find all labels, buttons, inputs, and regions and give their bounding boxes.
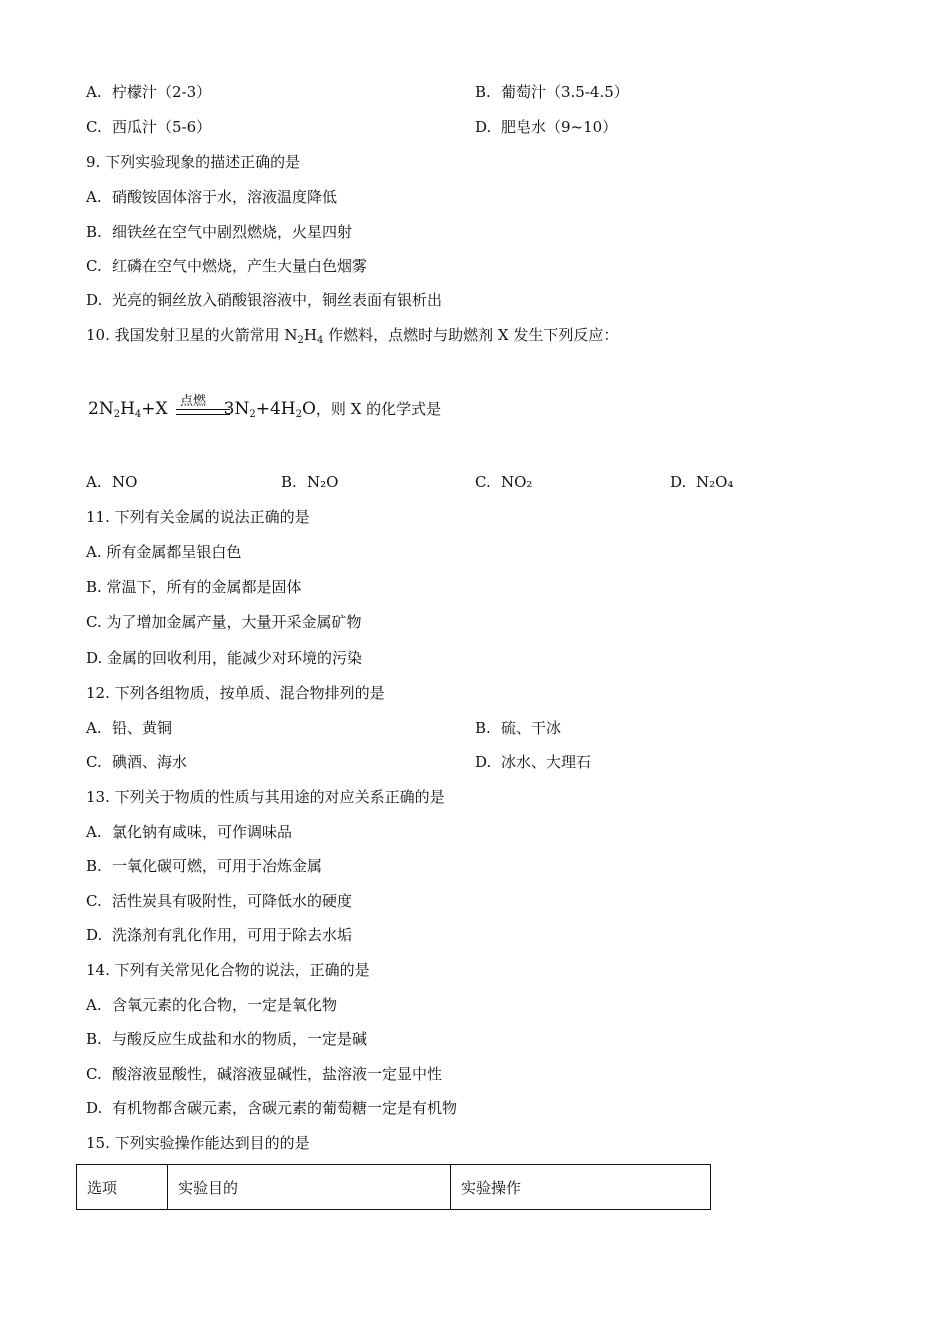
equation-products: $3N_2+4H_2O$ [223, 399, 316, 420]
table-header-row [77, 1165, 711, 1210]
q10-stem [86, 325, 618, 351]
q14-option-c [86, 1064, 442, 1084]
q10-stem-pre: 10. 我国发射卫星的火箭常用 N [86, 326, 298, 344]
option-label: B. [86, 223, 102, 241]
option-label: D. [86, 1099, 103, 1117]
q10-option-d [670, 472, 733, 492]
option-text: 柠檬汁（2-3） [112, 83, 212, 101]
option-label: C. [86, 892, 102, 910]
table-header-cell: 实验目的 [168, 1165, 451, 1210]
option-label: A. [86, 473, 102, 491]
q10-option-b [281, 472, 338, 492]
q14-stem: 14. 下列有关常见化合物的说法，正确的是 [86, 961, 370, 979]
q8-option-a [86, 82, 211, 102]
option-label: D. [670, 473, 687, 491]
option-text: 活性炭具有吸附性，可降低水的硬度 [112, 892, 353, 910]
option-label: B. [86, 1030, 102, 1048]
option-text: 硝酸铵固体溶于水，溶液温度降低 [112, 188, 338, 206]
option-label: D. [475, 118, 492, 136]
chemical-equation [88, 394, 442, 438]
option-text: 洗涤剂有乳化作用，可用于除去水垢 [112, 926, 353, 944]
option-label: B. [281, 473, 297, 491]
option-text: 氯化钠有咸味，可作调味品 [112, 823, 293, 841]
option-label: A. [86, 719, 102, 737]
option-text: 酸溶液显酸性，碱溶液显碱性，盐溶液一定显中性 [112, 1065, 443, 1083]
option-text: 葡萄汁（3.5-4.5） [501, 83, 629, 101]
q14-option-b [86, 1029, 367, 1049]
option-text: N₂O₄ [696, 473, 734, 491]
q10-stem-post: 作燃料，点燃时与助燃剂 X 发生下列反应： [323, 326, 619, 344]
table-header-cell: 选项 [77, 1165, 168, 1210]
equation-reactants: $2N_2H_4+X$ [88, 399, 168, 420]
option-label: C. [86, 1065, 102, 1083]
equation-equals-sign [176, 409, 230, 415]
q13-option-c [86, 891, 352, 911]
option-label: B. [475, 83, 491, 101]
option-label: B. [475, 719, 491, 737]
option-text: 红磷在空气中燃烧，产生大量白色烟雾 [112, 257, 368, 275]
option-text: 碘酒、海水 [112, 753, 188, 771]
q10-option-a [86, 472, 137, 492]
reaction-condition: 点燃 [180, 394, 207, 409]
option-text: NO₂ [501, 473, 533, 491]
option-label: A. [86, 83, 102, 101]
option-text: 冰水、大理石 [501, 753, 592, 771]
option-text: NO [112, 473, 138, 491]
q10-stem-sub1: 2 [297, 335, 304, 346]
q10-stem-mid: H [303, 326, 317, 344]
q10-stem-sub2: 4 [317, 335, 324, 346]
option-text: 光亮的铜丝放入硝酸银溶液中，铜丝表面有银析出 [112, 291, 443, 309]
q13-stem: 13. 下列关于物质的性质与其用途的对应关系正确的是 [86, 788, 445, 806]
q15-table [76, 1164, 711, 1210]
q13-option-b [86, 856, 322, 876]
q12-option-c [86, 752, 187, 772]
q12-option-a [86, 718, 172, 738]
q11-option-d: D. 金属的回收利用，能减少对环境的污染 [86, 649, 363, 667]
q9-option-a [86, 187, 337, 207]
table-header-cell: 实验操作 [451, 1165, 711, 1210]
option-label: D. [86, 926, 103, 944]
q15-stem: 15. 下列实验操作能达到目的的是 [86, 1134, 310, 1152]
q9-option-b [86, 222, 352, 242]
option-text: 含氧元素的化合物，一定是氧化物 [112, 996, 338, 1014]
q11-option-b: B. 常温下，所有的金属都是固体 [86, 578, 302, 596]
q11-option-a: A. 所有金属都呈银白色 [86, 543, 242, 561]
q13-option-a [86, 822, 292, 842]
q14-option-d [86, 1098, 457, 1118]
option-label: A. [86, 823, 102, 841]
option-text: N₂O [307, 473, 339, 491]
option-text: 硫、干冰 [501, 719, 562, 737]
option-label: C. [86, 118, 102, 136]
option-text: 一氧化碳可燃，可用于冶炼金属 [112, 857, 323, 875]
option-text: 肥皂水（9~10） [501, 118, 618, 136]
q9-option-d [86, 290, 442, 310]
q11-stem: 11. 下列有关金属的说法正确的是 [86, 508, 310, 526]
option-label: C. [86, 257, 102, 275]
option-label: A. [86, 188, 102, 206]
q11-option-c: C. 为了增加金属产量，大量开采金属矿物 [86, 613, 362, 631]
option-label: C. [86, 753, 102, 771]
option-label: A. [86, 996, 102, 1014]
equation-tail: ，则 X 的化学式是 [315, 400, 442, 418]
option-label: C. [475, 473, 491, 491]
option-label: B. [86, 857, 102, 875]
q10-option-c [475, 472, 532, 492]
q13-option-d [86, 925, 352, 945]
q8-option-c [86, 117, 211, 137]
option-text: 细铁丝在空气中剧烈燃烧，火星四射 [112, 223, 353, 241]
q9-stem: 9. 下列实验现象的描述正确的是 [86, 153, 301, 171]
q8-option-d [475, 117, 617, 137]
q12-option-b [475, 718, 561, 738]
q12-option-d [475, 752, 591, 772]
q8-option-b [475, 82, 629, 102]
q12-stem: 12. 下列各组物质，按单质、混合物排列的是 [86, 684, 385, 702]
option-text: 与酸反应生成盐和水的物质，一定是碱 [112, 1030, 368, 1048]
option-text: 铅、黄铜 [112, 719, 173, 737]
option-label: D. [86, 291, 103, 309]
option-label: D. [475, 753, 492, 771]
q14-option-a [86, 995, 337, 1015]
option-text: 西瓜汁（5-6） [112, 118, 212, 136]
option-text: 有机物都含碳元素，含碳元素的葡萄糖一定是有机物 [112, 1099, 458, 1117]
q9-option-c [86, 256, 367, 276]
